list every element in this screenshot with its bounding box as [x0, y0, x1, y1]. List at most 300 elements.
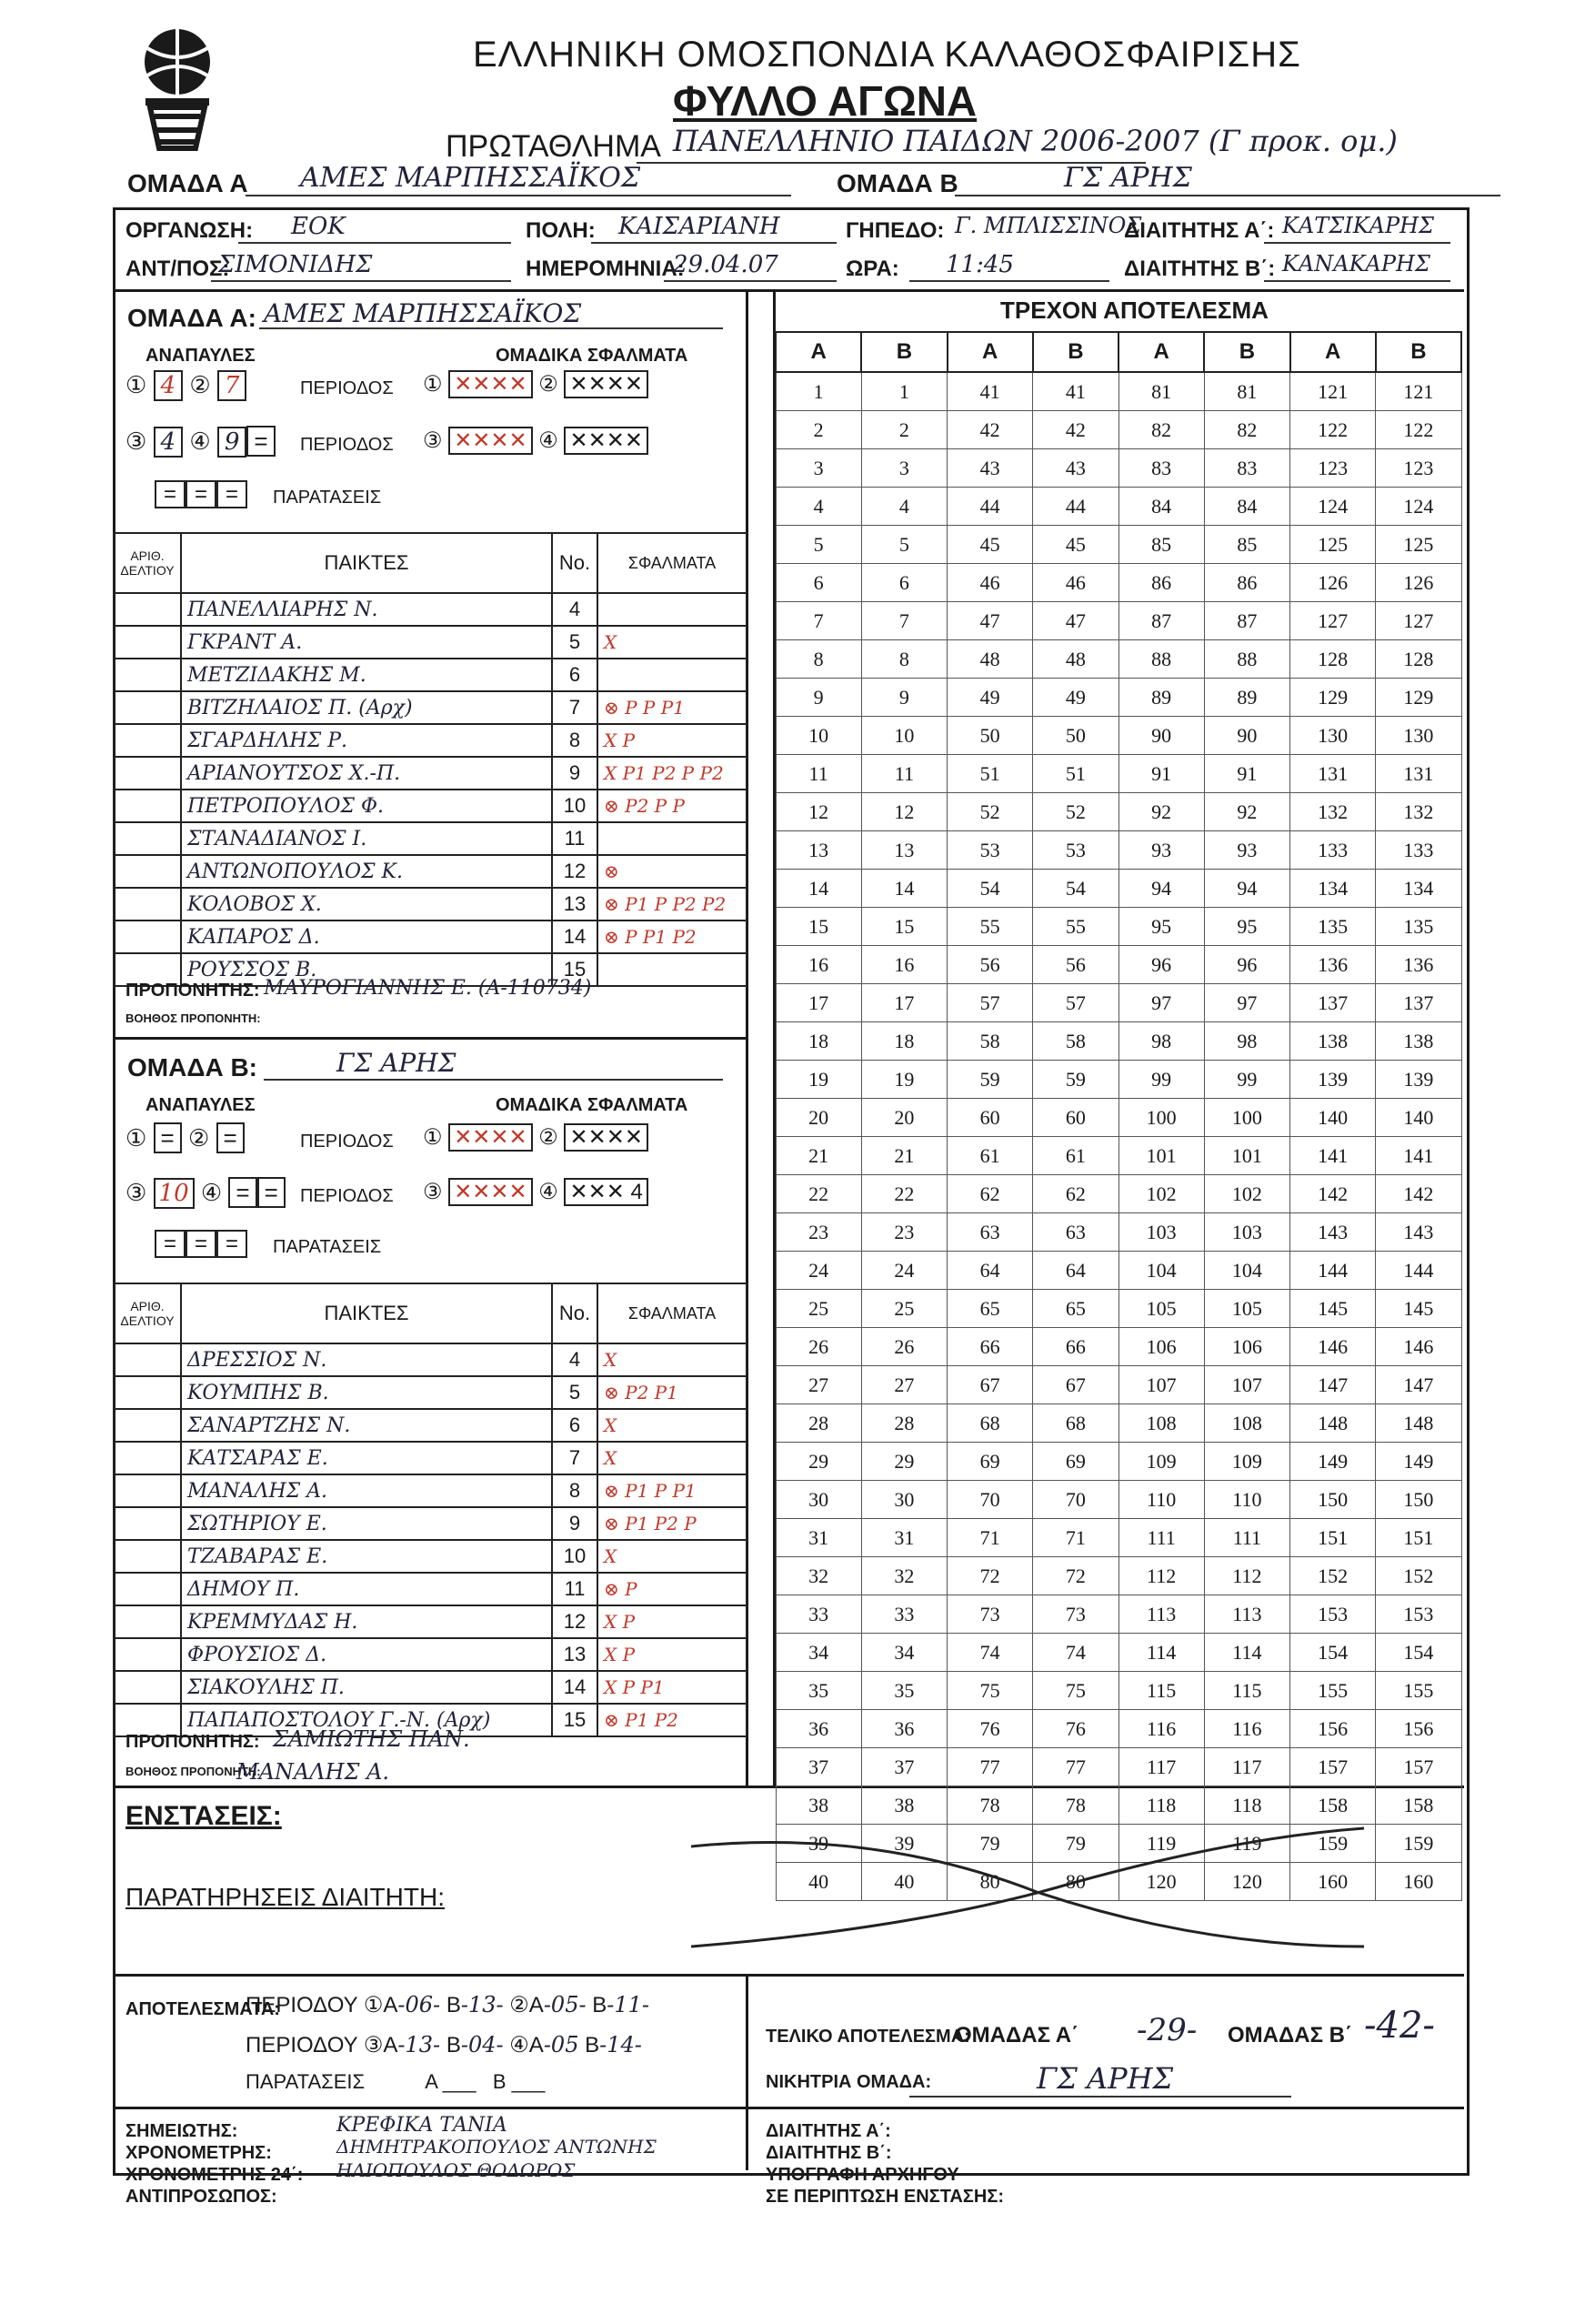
player-fouls: X P1 P2 P P2 [597, 757, 747, 790]
team_a-player-row [114, 822, 747, 855]
player-name: ΚΡΕΜΜΥΔΑΣ Η. [181, 1605, 552, 1638]
player-number: 4 [552, 1343, 597, 1376]
score-cell: 120 [1204, 1863, 1289, 1901]
score-cell: 27 [776, 1366, 861, 1404]
score-cell: 49 [948, 679, 1033, 717]
score-cell: 124 [1290, 488, 1376, 526]
score-cell: 9 [861, 679, 947, 717]
score-cell: 9 [776, 679, 861, 717]
score-cell: 37 [776, 1748, 861, 1786]
team_a-player-row [114, 593, 747, 626]
score-row [776, 564, 1461, 602]
col-fouls-b: ΣΦΑΛΜΑΤΑ [597, 1283, 747, 1343]
score-cell: 151 [1290, 1519, 1376, 1557]
score-cell: 73 [1033, 1595, 1119, 1634]
player-fouls: X P [597, 724, 747, 757]
score-cell: 32 [776, 1557, 861, 1595]
score-cell: 47 [948, 602, 1033, 640]
score-cell: 57 [948, 984, 1033, 1022]
score-cell: 92 [1119, 793, 1204, 831]
score-row [776, 984, 1461, 1022]
score-col-b: Β [1033, 332, 1119, 372]
score-cell: 135 [1376, 908, 1461, 946]
score-cell: 26 [861, 1328, 947, 1366]
team_a-player-row [114, 659, 747, 691]
score-row [776, 372, 1461, 411]
score-cell: 102 [1204, 1175, 1289, 1213]
score-row [776, 1481, 1461, 1519]
score-cell: 150 [1376, 1481, 1461, 1519]
score-row [776, 1557, 1461, 1595]
player-number: 6 [552, 659, 597, 691]
player-fouls: ⊗ [597, 855, 747, 888]
running-score-table [775, 331, 1462, 1901]
player-name: ΜΕΤΖΙΔΑΚΗΣ Μ. [181, 659, 552, 691]
score-row [776, 908, 1461, 946]
score-cell: 97 [1119, 984, 1204, 1022]
score-cell: 130 [1290, 717, 1376, 755]
score-cell: 66 [948, 1328, 1033, 1366]
player-number: 11 [552, 822, 597, 855]
ref1-sig-label: ΔΙΑΙΤΗΤΗΣ Α΄: [766, 2121, 891, 2141]
team-a-players-table [113, 532, 747, 987]
score-cell: 29 [861, 1443, 947, 1481]
score-cell: 71 [948, 1519, 1033, 1557]
score-cell: 65 [948, 1290, 1033, 1328]
score-cell: 137 [1376, 984, 1461, 1022]
organizer-value: ΕΟΚ [291, 213, 346, 240]
team-b-label: ΟΜΑΔΑ Β: [127, 1053, 257, 1082]
player-name: ΣΩΤΗΡΙΟΥ Ε. [181, 1507, 552, 1540]
player-name: ΣΑΝΑΡΤΖΗΣ Ν. [181, 1409, 552, 1442]
score-cell: 23 [861, 1213, 947, 1252]
player-name: ΤΖΑΒΑΡΑΣ Ε. [181, 1540, 552, 1573]
score-cell: 61 [1033, 1137, 1119, 1175]
final-label: ΤΕΛΙΚΟ ΑΠΟΤΕΛΕΣΜΑ: [766, 2027, 970, 2047]
team-b-period-label-1: ΠΕΡΙΟΔΟΣ [300, 1132, 394, 1152]
score-cell: 96 [1204, 946, 1289, 984]
score-cell: 154 [1290, 1634, 1376, 1672]
score-cell: 48 [1033, 640, 1119, 679]
score-cell: 24 [776, 1252, 861, 1290]
col-no-b: No. [552, 1283, 597, 1343]
team_a-player-row [114, 724, 747, 757]
results-label: ΑΠΟΤΕΛΕΣΜΑΤΑ: [125, 1999, 280, 2019]
team_b-player-row [114, 1474, 747, 1507]
player-name: ΑΡΙΑΝΟΥΤΣΟΣ Χ.-Π. [181, 757, 552, 790]
score-cell: 117 [1119, 1748, 1204, 1786]
score-cell: 31 [861, 1519, 947, 1557]
score-col-a: Α [1290, 332, 1376, 372]
score-cell: 132 [1376, 793, 1461, 831]
score-cell: 38 [861, 1786, 947, 1825]
score-cell: 45 [948, 526, 1033, 564]
player-name: ΣΤΑΝΑΔΙΑΝΟΣ Ι. [181, 822, 552, 855]
player-name: ΔΡΕΣΣΙΟΣ Ν. [181, 1343, 552, 1376]
team-a-ot-boxes: = = = [155, 482, 247, 508]
captain-label: ΥΠΟΓΡΑΦΗ ΑΡΧΗΓΟΥ [766, 2165, 959, 2185]
score-cell: 122 [1376, 411, 1461, 449]
score-cell: 12 [861, 793, 947, 831]
score-cell: 35 [861, 1672, 947, 1710]
player-fouls: ⊗ P1 P2 [597, 1704, 747, 1736]
score-cell: 54 [1033, 870, 1119, 908]
team-a-fouls-p1: ① ✕✕✕✕ ② ✕✕✕✕ [423, 371, 648, 397]
score-cell: 131 [1290, 755, 1376, 793]
timer24-value: ΗΛΙΟΠΟΥΛΟΣ ΘΟΔΩΡΟΣ [336, 2159, 576, 2181]
p3a: -13- [397, 2032, 441, 2057]
score-cell: 61 [948, 1137, 1033, 1175]
score-row [776, 1672, 1461, 1710]
score-cell: 28 [861, 1404, 947, 1443]
score-cell: 46 [948, 564, 1033, 602]
scorer-value: ΚΡΕΦΙΚΑ ΤΑΝΙΑ [336, 2114, 507, 2137]
license-cell [114, 757, 181, 790]
license-cell [114, 888, 181, 921]
player-number: 8 [552, 1474, 597, 1507]
score-cell: 125 [1376, 526, 1461, 564]
score-cell: 146 [1376, 1328, 1461, 1366]
final-a-label: ΟΜΑΔΑΣ Α΄ [955, 2023, 1079, 2047]
score-cell: 23 [776, 1213, 861, 1252]
score-row [776, 1099, 1461, 1137]
team-a-name: ΑΜΕΣ ΜΑΡΠΗΣΣΑΪΚΟΣ [264, 298, 582, 328]
player-number: 5 [552, 626, 597, 659]
license-cell [114, 1573, 181, 1605]
score-cell: 17 [776, 984, 861, 1022]
period-row-2: ΠΕΡΙΟΔΟΥ ③Α-13- Β-04- ④Α-05 Β-14- [246, 2032, 642, 2057]
score-cell: 141 [1290, 1137, 1376, 1175]
team-a-fouls-p3: ③ ✕✕✕✕ ④ ✕✕✕✕ [423, 428, 648, 454]
score-cell: 83 [1204, 449, 1289, 488]
player-fouls: ⊗ P [597, 1573, 747, 1605]
score-cell: 22 [776, 1175, 861, 1213]
score-cell: 20 [776, 1099, 861, 1137]
score-cell: 14 [861, 870, 947, 908]
score-cell: 152 [1376, 1557, 1461, 1595]
score-cell: 53 [1033, 831, 1119, 870]
license-cell [114, 790, 181, 822]
score-cell: 2 [861, 411, 947, 449]
score-cell: 68 [1033, 1404, 1119, 1443]
score-cell: 105 [1119, 1290, 1204, 1328]
ref2-sig-label: ΔΙΑΙΤΗΤΗΣ Β΄: [766, 2143, 892, 2163]
score-cell: 15 [776, 908, 861, 946]
score-cell: 140 [1376, 1099, 1461, 1137]
score-cell: 107 [1204, 1366, 1289, 1404]
championship-label: ΠΡΩΤΑΘΛΗΜΑ [446, 129, 661, 164]
score-cell: 62 [1033, 1175, 1119, 1213]
score-cell: 149 [1290, 1443, 1376, 1481]
score-cell: 146 [1290, 1328, 1376, 1366]
score-cell: 100 [1119, 1099, 1204, 1137]
score-cell: 56 [1033, 946, 1119, 984]
player-number: 9 [552, 757, 597, 790]
score-cell: 84 [1204, 488, 1289, 526]
team-a-label: ΟΜΑΔΑ Α: [127, 304, 256, 332]
score-cell: 156 [1376, 1710, 1461, 1748]
score-cell: 36 [861, 1710, 947, 1748]
license-cell [114, 659, 181, 691]
winner-value: ΓΣ ΑΡΗΣ [1037, 2061, 1174, 2096]
score-cell: 125 [1290, 526, 1376, 564]
player-name: ΔΗΜΟΥ Π. [181, 1573, 552, 1605]
score-cell: 94 [1119, 870, 1204, 908]
score-cell: 148 [1290, 1404, 1376, 1443]
score-cell: 63 [1033, 1213, 1119, 1252]
score-cell: 141 [1376, 1137, 1461, 1175]
team-a-header-value: ΑΜΕΣ ΜΑΡΠΗΣΣΑΪΚΟΣ [300, 162, 641, 194]
sheet-title: ΦΥΛΛΟ ΑΓΩΝΑ [673, 77, 978, 125]
player-name: ΡΟΥΣΣΟΣ Β. [181, 953, 552, 986]
ref1-value: ΚΑΤΣΙΚΑΡΗΣ [1282, 213, 1435, 238]
score-cell: 130 [1376, 717, 1461, 755]
score-cell: 124 [1376, 488, 1461, 526]
final-a-score: -29- [1137, 2012, 1198, 2048]
player-number: 5 [552, 1376, 597, 1409]
score-col-b: Β [861, 332, 947, 372]
team-b-header-label: ΟΜΑΔΑ Β [837, 169, 958, 197]
license-cell [114, 1605, 181, 1638]
player-fouls: ⊗ P1 P P1 [597, 1474, 747, 1507]
col-no-a: No. [552, 533, 597, 593]
player-fouls [597, 593, 747, 626]
score-cell: 76 [1033, 1710, 1119, 1748]
player-name: ΚΟΛΟΒΟΣ Χ. [181, 888, 552, 921]
score-cell: 53 [948, 831, 1033, 870]
license-cell [114, 822, 181, 855]
player-fouls: X [597, 626, 747, 659]
score-cell: 47 [1033, 602, 1119, 640]
license-cell [114, 1442, 181, 1474]
period-row-ot: ΠΑΡΑΤΑΣΕΙΣ Α ___ Β ___ [246, 2070, 546, 2093]
score-cell: 153 [1290, 1595, 1376, 1634]
score-col-b: Β [1376, 332, 1461, 372]
score-cell: 29 [776, 1443, 861, 1481]
score-col-a: Α [1119, 332, 1204, 372]
score-cell: 82 [1204, 411, 1289, 449]
score-cell: 59 [1033, 1061, 1119, 1099]
score-cell: 69 [948, 1443, 1033, 1481]
team-a-period-label-2: ΠΕΡΙΟΔΟΣ [300, 435, 394, 455]
score-cell: 118 [1204, 1786, 1289, 1825]
score-cell: 49 [1033, 679, 1119, 717]
score-row [776, 679, 1461, 717]
score-cell: 11 [776, 755, 861, 793]
score-row [776, 602, 1461, 640]
score-cell: 6 [776, 564, 861, 602]
score-cell: 158 [1376, 1786, 1461, 1825]
score-cell: 75 [1033, 1672, 1119, 1710]
score-cell: 91 [1204, 755, 1289, 793]
score-row [776, 1175, 1461, 1213]
score-cell: 95 [1119, 908, 1204, 946]
score-cell: 158 [1290, 1786, 1376, 1825]
team-a-period-label-1: ΠΕΡΙΟΔΟΣ [300, 378, 394, 398]
score-cell: 85 [1119, 526, 1204, 564]
score-cell: 7 [776, 602, 861, 640]
score-cell: 135 [1290, 908, 1376, 946]
team-b-coach-label: ΠΡΟΠΟΝΗΤΗΣ: [125, 1732, 260, 1752]
team-a-ot-label: ΠΑΡΑΤΑΣΕΙΣ [273, 488, 382, 508]
license-cell [114, 921, 181, 953]
score-cell: 76 [948, 1710, 1033, 1748]
score-cell: 111 [1119, 1519, 1204, 1557]
federation-name: ΕΛΛΗΝΙΚΗ ΟΜΟΣΠΟΝΔΙΑ ΚΑΛΑΘΟΣΦΑΙΡΙΣΗΣ [473, 35, 1301, 75]
score-cell: 108 [1119, 1404, 1204, 1443]
license-cell [114, 1343, 181, 1376]
p4a: -05 [543, 2032, 579, 2057]
championship-value: ΠΑΝΕΛΛΗΝΙΟ ΠΑΙΔΩΝ 2006-2007 (Γ προκ. ομ.) [673, 124, 1398, 158]
score-cell: 111 [1204, 1519, 1289, 1557]
score-cell: 18 [776, 1022, 861, 1061]
score-cell: 99 [1204, 1061, 1289, 1099]
col-fouls-a: ΣΦΑΛΜΑΤΑ [597, 533, 747, 593]
team_a-player-row [114, 757, 747, 790]
score-cell: 108 [1204, 1404, 1289, 1443]
score-cell: 4 [861, 488, 947, 526]
score-cell: 5 [861, 526, 947, 564]
score-cell: 19 [861, 1061, 947, 1099]
ref1-label: ΔΙΑΙΤΗΤΗΣ Α΄: [1124, 218, 1275, 243]
score-cell: 93 [1119, 831, 1204, 870]
team_b-player-row [114, 1343, 747, 1376]
score-cell: 55 [948, 908, 1033, 946]
license-cell [114, 855, 181, 888]
player-number: 12 [552, 855, 597, 888]
ot-results-label: ΠΑΡΑΤΑΣΕΙΣ [246, 2070, 366, 2093]
score-cell: 88 [1119, 640, 1204, 679]
score-cell: 14 [776, 870, 861, 908]
player-number: 12 [552, 1605, 597, 1638]
score-cell: 64 [1033, 1252, 1119, 1290]
score-cell: 129 [1290, 679, 1376, 717]
score-cell: 58 [948, 1022, 1033, 1061]
score-cell: 79 [948, 1825, 1033, 1863]
score-cell: 31 [776, 1519, 861, 1557]
score-cell: 115 [1119, 1672, 1204, 1710]
license-cell [114, 1540, 181, 1573]
score-cell: 77 [948, 1748, 1033, 1786]
date-label: ΗΜΕΡΟΜΗΝΙΑ: [526, 257, 685, 281]
score-cell: 4 [776, 488, 861, 526]
score-cell: 142 [1290, 1175, 1376, 1213]
score-cell: 8 [776, 640, 861, 679]
score-cell: 121 [1290, 372, 1376, 411]
score-row [776, 1022, 1461, 1061]
ref2-label: ΔΙΑΙΤΗΤΗΣ Β΄: [1124, 257, 1276, 281]
team-a-timeouts-row2: ③ 4 ④ 9 = [125, 428, 276, 456]
score-cell: 105 [1204, 1290, 1289, 1328]
score-cell: 104 [1119, 1252, 1204, 1290]
score-cell: 10 [776, 717, 861, 755]
score-cell: 43 [948, 449, 1033, 488]
player-name: ΣΓΑΡΔΗΛΗΣ Ρ. [181, 724, 552, 757]
score-row [776, 1404, 1461, 1443]
score-cell: 97 [1204, 984, 1289, 1022]
organizer-label: ΟΡΓΑΝΩΣΗ: [125, 218, 254, 243]
score-cell: 116 [1204, 1710, 1289, 1748]
score-cell: 77 [1033, 1748, 1119, 1786]
score-row [776, 1595, 1461, 1634]
score-cell: 10 [861, 717, 947, 755]
score-cell: 95 [1204, 908, 1289, 946]
score-row [776, 640, 1461, 679]
score-row [776, 1137, 1461, 1175]
license-cell [114, 1638, 181, 1671]
score-cell: 86 [1119, 564, 1204, 602]
scorer-label: ΣΗΜΕΙΩΤΗΣ: [125, 2121, 238, 2141]
score-cell: 148 [1376, 1404, 1461, 1443]
score-cell: 121 [1376, 372, 1461, 411]
score-cell: 136 [1290, 946, 1376, 984]
team-a-asst-label: ΒΟΗΘΟΣ ΠΡΟΠΟΝΗΤΗ: [125, 1011, 261, 1025]
score-cell: 123 [1376, 449, 1461, 488]
score-cell: 119 [1119, 1825, 1204, 1863]
score-cell: 94 [1204, 870, 1289, 908]
antpos-value: ΣΙΜΟΝΙΔΗΣ [218, 251, 373, 278]
score-cell: 128 [1290, 640, 1376, 679]
captain-label-2: ΣΕ ΠΕΡΙΠΤΩΣΗ ΕΝΣΤΑΣΗΣ: [766, 2187, 1004, 2207]
player-fouls [597, 953, 747, 986]
score-cell: 133 [1290, 831, 1376, 870]
team-b-fouls-p1: ① ✕✕✕✕ ② ✕✕✕✕ [423, 1124, 648, 1151]
score-row [776, 449, 1461, 488]
score-col-a: Α [948, 332, 1033, 372]
score-cell: 78 [948, 1786, 1033, 1825]
score-cell: 137 [1290, 984, 1376, 1022]
player-fouls: ⊗ P P P1 [597, 691, 747, 724]
score-cell: 147 [1376, 1366, 1461, 1404]
license-cell [114, 1507, 181, 1540]
score-row [776, 411, 1461, 449]
player-number: 13 [552, 1638, 597, 1671]
score-row [776, 1290, 1461, 1328]
score-cell: 73 [948, 1595, 1033, 1634]
score-cell: 118 [1119, 1786, 1204, 1825]
score-cell: 116 [1119, 1710, 1204, 1748]
score-cell: 136 [1376, 946, 1461, 984]
score-cell: 122 [1290, 411, 1376, 449]
team-b-players-table [113, 1283, 747, 1737]
team-b-asst-label: ΒΟΗΘΟΣ ΠΡΟΠΟΝΗΤΗ: [125, 1765, 261, 1778]
player-name: ΓΚΡΑΝΤ Α. [181, 626, 552, 659]
score-cell: 157 [1290, 1748, 1376, 1786]
score-cell: 87 [1119, 602, 1204, 640]
team-a-coach: ΜΑΥΡΟΓΙΑΝΝΗΣ Ε. (Α-110734) [264, 977, 592, 1000]
ref-remarks-label: ΠΑΡΑΤΗΡΗΣΕΙΣ ΔΙΑΙΤΗΤΗ: [125, 1883, 445, 1911]
score-cell: 99 [1119, 1061, 1204, 1099]
court-label: ΓΗΠΕΔΟ: [846, 218, 945, 243]
score-cell: 132 [1290, 793, 1376, 831]
score-cell: 43 [1033, 449, 1119, 488]
team-a-timeouts-label: ΑΝΑΠΑΥΛΕΣ [145, 346, 256, 366]
antpos-label: ΑΝΤ/ΠΟΣ: [125, 257, 230, 281]
team_a-player-row [114, 790, 747, 822]
score-cell: 40 [776, 1863, 861, 1901]
score-cell: 60 [1033, 1099, 1119, 1137]
player-number: 8 [552, 724, 597, 757]
score-cell: 98 [1204, 1022, 1289, 1061]
score-cell: 100 [1204, 1099, 1289, 1137]
team-a-header-label: ΟΜΑΔΑ Α [127, 169, 248, 197]
score-cell: 33 [776, 1595, 861, 1634]
score-row [776, 488, 1461, 526]
player-number: 14 [552, 921, 597, 953]
score-cell: 15 [861, 908, 947, 946]
winner-label: ΝΙΚΗΤΡΙΑ ΟΜΑΔΑ: [766, 2072, 932, 2092]
score-cell: 90 [1204, 717, 1289, 755]
